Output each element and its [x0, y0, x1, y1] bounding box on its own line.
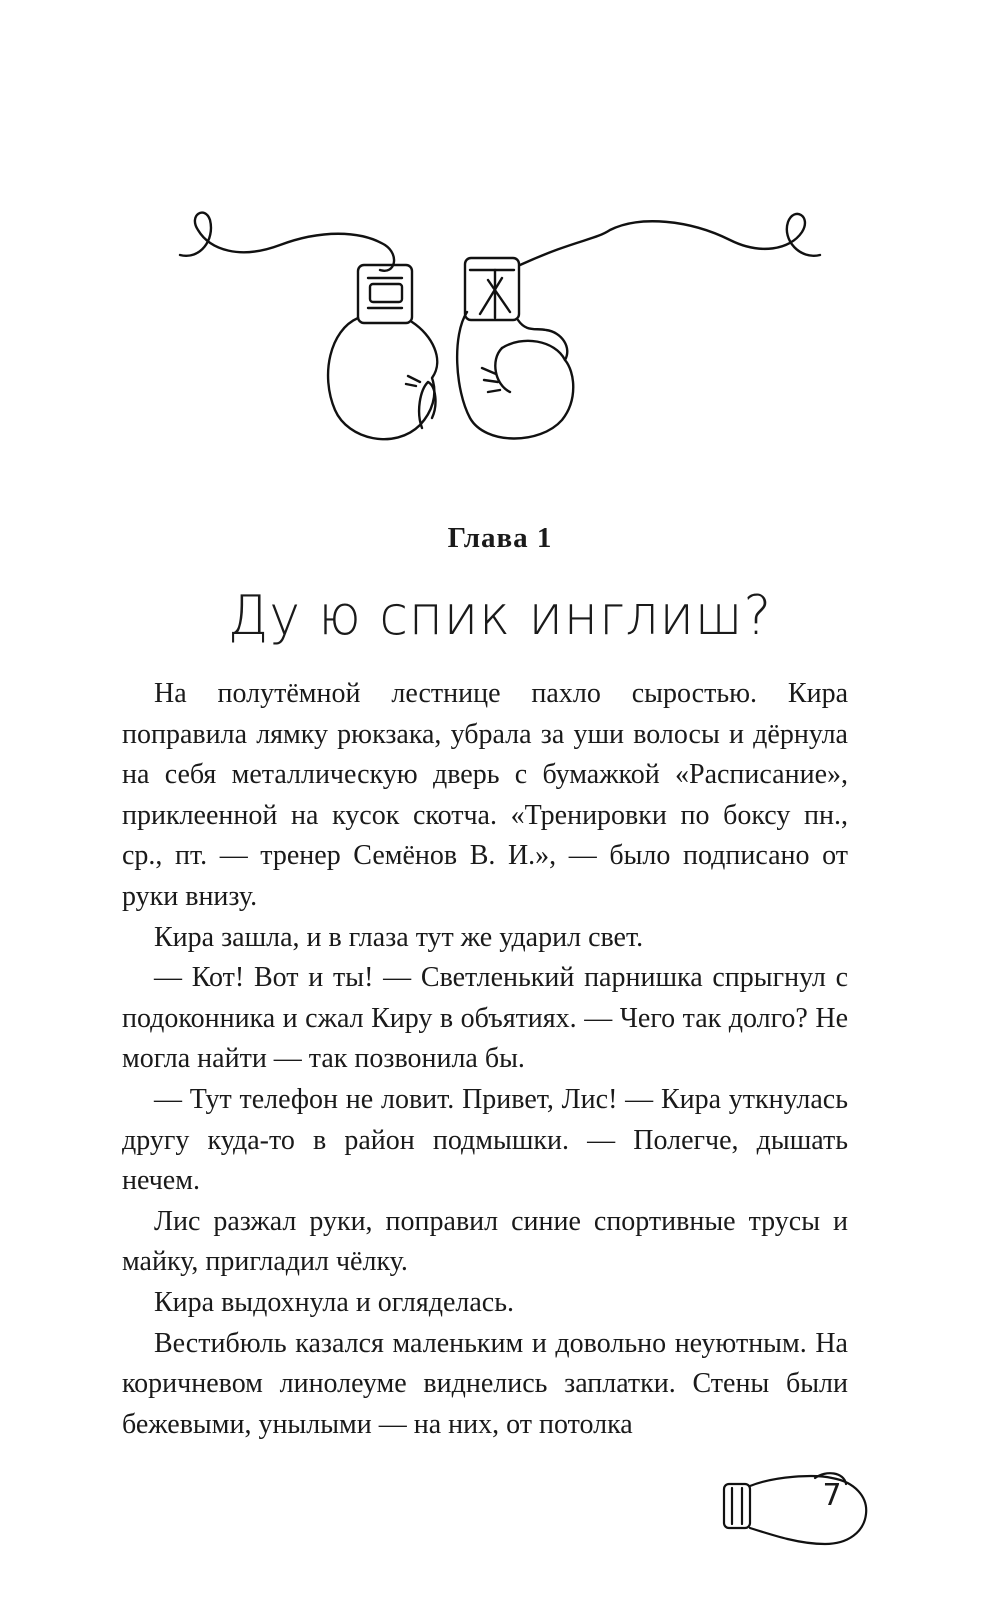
page-number: 7	[822, 1478, 842, 1513]
paragraph: На полутёмной лестнице пахло сыростью. Кира поправила лямку рюкзака, убрала за уши волосы и дёрнула на себя металлическую дверь с бумажкой «Расписание», приклеенной на кусок скотча. «Тренировки по боксу пн., ср., пт. — тренер Семёнов В. И.», — было подписано от руки внизу.	[122, 678, 848, 912]
paragraph: Вестибюль казался маленьким и довольно неуютным. На коричневом линолеуме виднелись заплатки. Стены были бежевыми, унылыми — на них, от потолка	[122, 1327, 848, 1440]
paragraph: Лис разжал руки, поправил синие спортивные трусы и майку, пригладил чёлку.	[122, 1205, 848, 1278]
boxing-gloves-icon	[170, 200, 830, 470]
paragraph: — Тут телефон не ловит. Привет, Лис! — Кира уткнулась другу куда-то в район подмышки. — Полегче, дышать нечем.	[122, 1083, 848, 1197]
chapter-label: Глава 1	[447, 522, 553, 554]
chapter-title: Ду ю спик инглиш?	[227, 584, 773, 648]
paragraph: Кира зашла, и в глаза тут же ударил свет.	[154, 921, 644, 953]
paragraph: Кира выдохнула и огляделась.	[154, 1286, 514, 1318]
chapter-body	[122, 674, 848, 1445]
paragraph: — Кот! Вот и ты! — Светленький парнишка спрыгнул с подоконника и сжал Киру в объятиях. — Чего так долго? Не могла найти — так позвонила бы.	[122, 962, 848, 1075]
